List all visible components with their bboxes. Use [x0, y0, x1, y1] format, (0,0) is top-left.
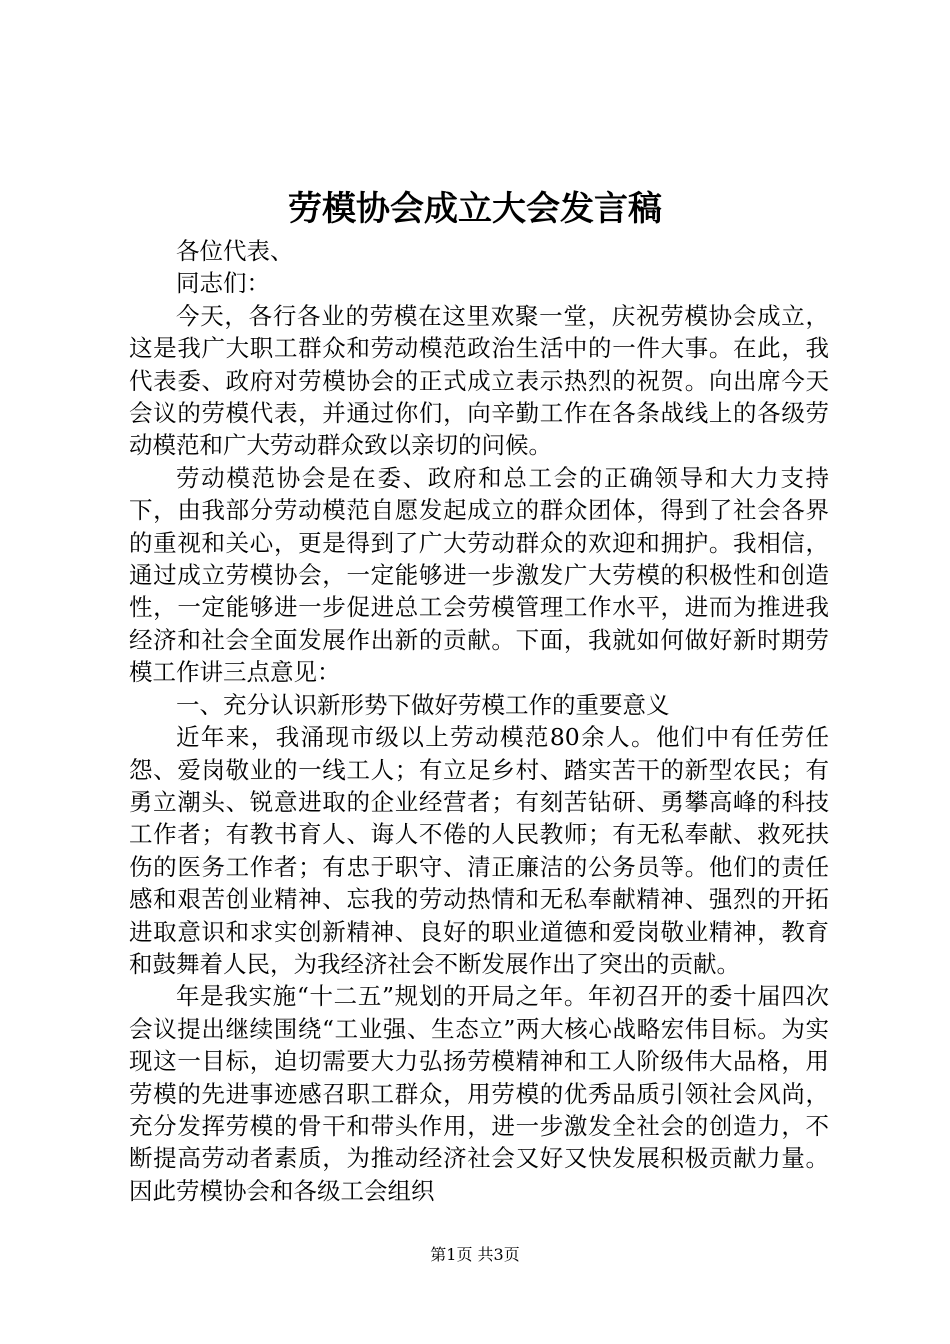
salutation-line-2: 同志们：	[176, 269, 270, 298]
body-paragraph: 今天，各行各业的劳模在这里欢聚一堂，庆祝劳模协会成立，这是我广大职工群众和劳动模范政治生活中的一件大事。在此，我代表委、政府对劳模协会的正式成立表示热烈的祝贺。向出席今天会议的劳模代表，并通过你们，向辛勤工作在各条战线上的各级劳动模范和广大劳动群众致以亲切的问候。	[129, 301, 829, 460]
section-heading: 一、充分认识新形势下做好劳模工作的重要意义	[176, 690, 670, 719]
document-title: 劳模协会成立大会发言稿	[288, 189, 662, 229]
body-paragraph: 年是我实施“十二五”规划的开局之年。年初召开的委十届四次会议提出继续围绕“工业强、生态立”两大核心战略宏伟目标。为实现这一目标，迫切需要大力弘扬劳模精神和工人阶级伟大品格，用劳模的先进事迹感召职工群众，用劳模的优秀品质引领社会风尚，充分发挥劳模的骨干和带头作用，进一步激发全社会的创造力，不断提高劳动者素质，为推动经济社会又好又快发展积极贡献力量。因此劳模协会和各级工会组织	[129, 982, 829, 1205]
page-footer: 第1页 共3页	[430, 1245, 520, 1264]
body-paragraph: 劳动模范协会是在委、政府和总工会的正确领导和大力支持下，由我部分劳动模范自愿发起成立的群众团体，得到了社会各界的重视和关心，更是得到了广大劳动群众的欢迎和拥护。我相信，通过成立劳模协会，一定能够进一步激发广大劳模的积极性和创造性，一定能够进一步促进总工会劳模管理工作水平，进而为推进我经济和社会全面发展作出新的贡献。下面，我就如何做好新时期劳模工作讲三点意见：	[129, 463, 829, 687]
body-paragraph: 近年来，我涌现市级以上劳动模范80余人。他们中有任劳任怨、爱岗敬业的一线工人；有立足乡村、踏实苦干的新型农民；有勇立潮头、锐意进取的企业经营者；有刻苦钻研、勇攀高峰的科技工作者；有教书育人、诲人不倦的人民教师；有无私奉献、救死扶伤的医务工作者；有忠于职守、清正廉洁的公务员等。他们的责任感和艰苦创业精神、忘我的劳动热情和无私奉献精神、强烈的开拓进取意识和求实创新精神、良好的职业道德和爱岗敬业精神，教育和鼓舞着人民，为我经济社会不断发展作出了突出的贡献。	[129, 723, 829, 978]
salutation-line-1: 各位代表、	[176, 237, 294, 265]
document-body	[129, 235, 829, 1207]
